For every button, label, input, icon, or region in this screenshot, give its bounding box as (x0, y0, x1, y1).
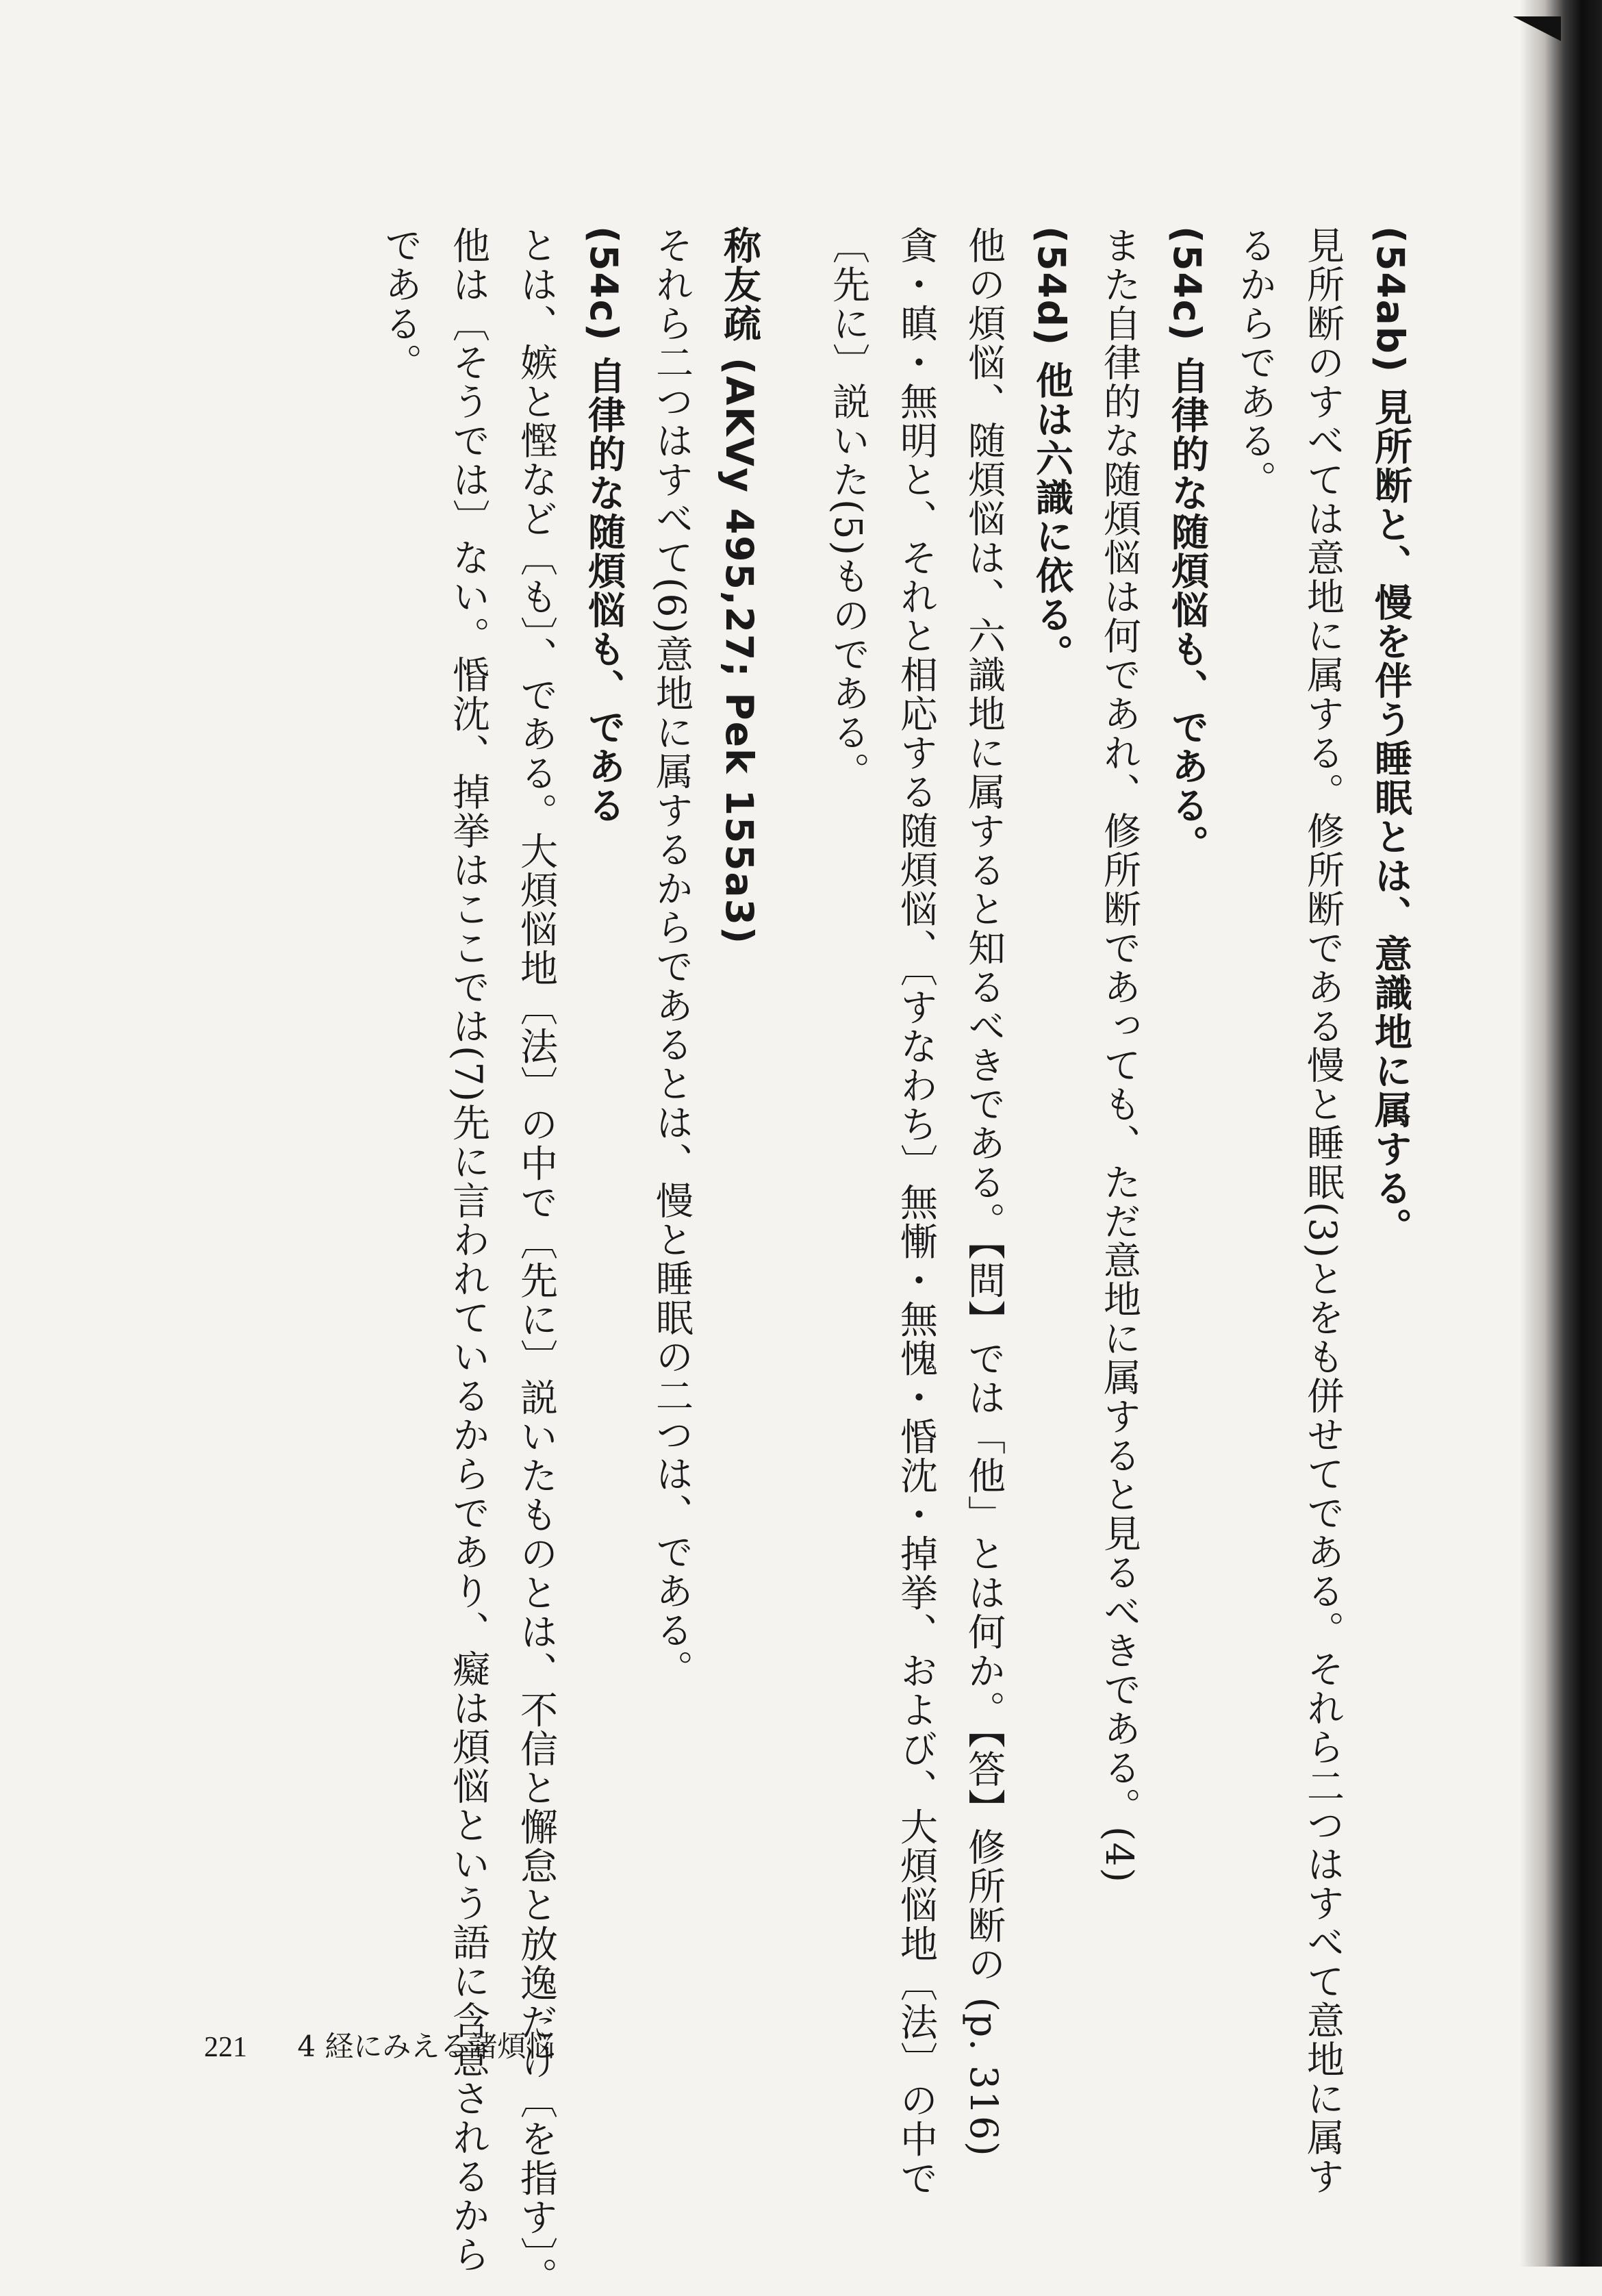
text-line: 他は〔そうでは〕ない。惛沈、掉挙はここでは(7)先に言われているからであり、癡は煩悩という語に含意されるから (446, 226, 490, 2274)
text-line: るからである。 (1233, 226, 1277, 499)
commentary-heading: 称友疏 (AKVy 495,27; Pek 155a3) (717, 226, 761, 946)
text-line: 〔先に〕説いた(5)ものである。 (826, 226, 870, 791)
text-line: それら二つはすべて(6)意地に属するからであるとは、慢と睡眠の二つは、である。 (650, 226, 694, 1689)
page-binding-edge (1520, 0, 1602, 2267)
corner-mark (1513, 16, 1561, 41)
section-spacer (773, 226, 814, 1952)
text-line: また自律的な随煩悩は何であれ、修所断であっても、ただ意地に属すると見るべきである。(4) (1097, 226, 1141, 1884)
text-line: 見所断のすべては意地に属する。修所断である慢と睡眠(3)とをも併せてである。それら二つはすべて意地に属す (1301, 226, 1345, 2196)
verse-heading-54c: (54c) 自律的な随煩悩も、である。 (1165, 226, 1209, 864)
text-line: である。 (379, 226, 422, 382)
verse-heading-54ab: (54ab) 見所断と、慢を伴う睡眠とは、意識地に属する。 (1369, 226, 1412, 1247)
page-footer (204, 2024, 555, 2065)
text-line: とは、嫉と慳など〔も〕、である。大煩悩地〔法〕の中で〔先に〕説いたものとは、不信と懈怠と放逸だけ〔を指す〕。 (514, 226, 558, 2296)
text-line: 貪・瞋・無明と、それと相応する随煩悩、〔すなわち〕無慚・無愧・惛沈・掉挙、および、大煩悩地〔法〕の中で (894, 226, 938, 2198)
running-title: 4 経にみえる諸煩悩 (297, 2030, 555, 2063)
page-number: 221 (204, 2032, 247, 2063)
text-line: 他の煩悩、随煩悩は、六識地に属すると知るべきである。【問】では「他」とは何か。【答】修所断の (p. 316) (962, 226, 1006, 2158)
verse-heading-54d: (54d) 他は六識に依る。 (1030, 226, 1073, 674)
verse-heading-54c-quote: (54c) 自律的な随煩悩も、である (582, 226, 626, 825)
